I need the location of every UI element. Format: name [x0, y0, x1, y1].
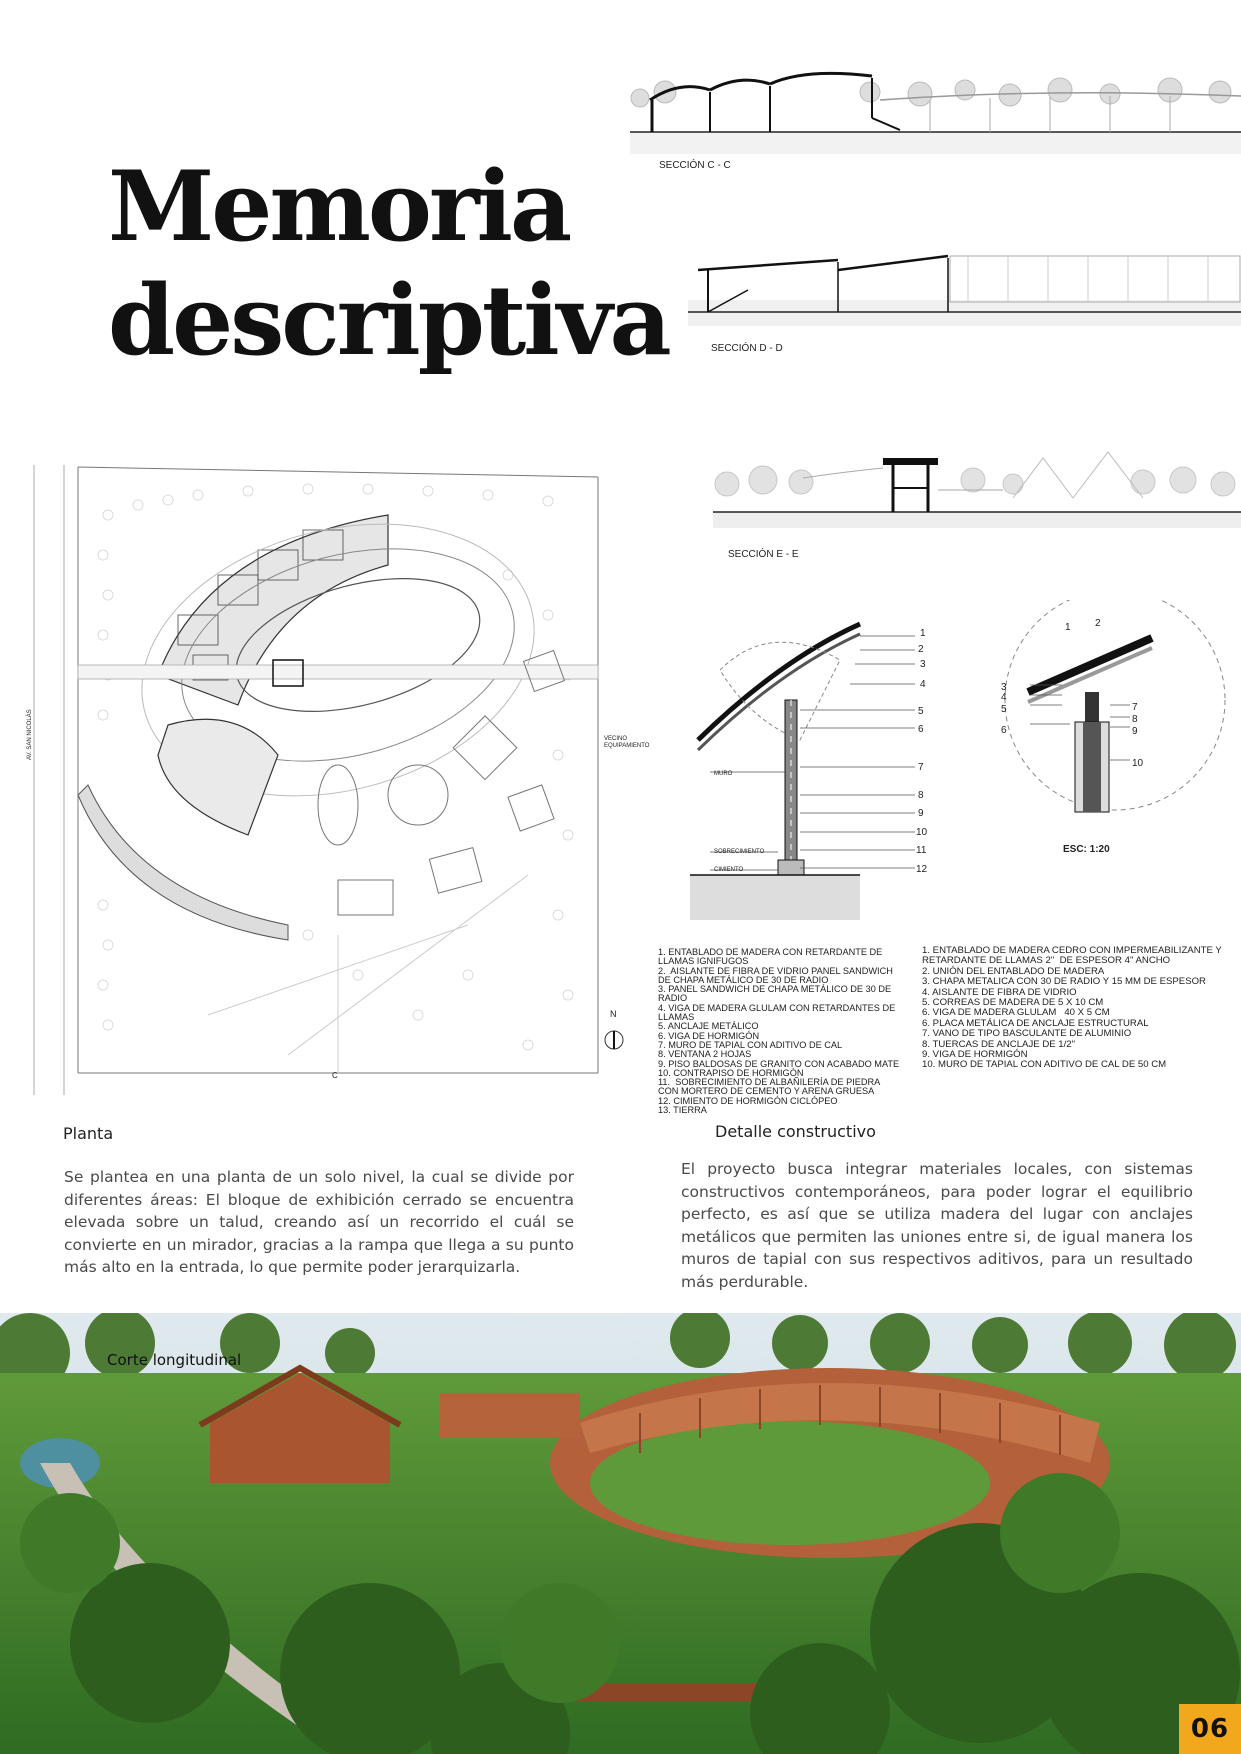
- detail-sobrecimiento-label: SOBRECIMIENTO: [714, 849, 765, 855]
- legend-item: 8. VENTANA 2 HOJAS: [658, 1049, 752, 1060]
- zoom-callout: 10: [1132, 758, 1144, 769]
- legend-item: 7. VANO DE TIPO BASCULANTE DE ALUMINIO: [922, 1028, 1132, 1040]
- legend-item: 6. PLACA METÁLICA DE ANCLAJE ESTRUCTURAL: [922, 1017, 1149, 1029]
- legend-item: 10. MURO DE TAPIAL CON ADITIVO DE CAL DE 50 CM: [922, 1059, 1167, 1071]
- legend-item: 1. ENTABLADO DE MADERA CON RETARDANTE DE LLAMAS IGNIFUGOS: [658, 947, 885, 967]
- legend-item: 2. UNIÓN DEL ENTABLADO DE MADERA: [922, 965, 1105, 977]
- detail-callout: 9: [918, 808, 924, 819]
- legend-item: 5. ANCLAJE METÁLICO: [658, 1021, 759, 1032]
- detalle-heading: Detalle constructivo: [715, 1122, 876, 1141]
- detail-callout: 7: [918, 762, 924, 773]
- render-caption: Corte longitudinal: [107, 1351, 242, 1369]
- legend-item: 3. PANEL SANDWICH DE CHAPA METÁLICO DE 30 DE RADIO: [658, 984, 894, 1004]
- zoom-callout: 1: [1065, 622, 1071, 633]
- zoom-callout: 4: [1001, 692, 1007, 703]
- detail-callout: 4: [920, 679, 926, 690]
- north-arrow-label: N: [610, 1009, 617, 1019]
- legend-item: 10. CONTRAPISO DE HORMIGÓN: [658, 1067, 804, 1078]
- detail-callout: 10: [916, 827, 928, 838]
- zoom-callout: 9: [1132, 726, 1138, 737]
- section-dd-label: SECCIÓN D - D: [711, 343, 783, 354]
- section-ee-drawing: [713, 438, 1241, 528]
- planta-heading: Planta: [63, 1124, 114, 1143]
- page-title: [108, 150, 668, 378]
- construction-detail-drawing: [690, 600, 1230, 920]
- page-number-badge: 06: [1179, 1704, 1241, 1754]
- legend-item: 8. TUERCAS DE ANCLAJE DE 1/2": [922, 1038, 1076, 1050]
- legend-item: 4. VIGA DE MADERA GLULAM CON RETARDANTES DE LLAMAS: [658, 1002, 898, 1023]
- legend-right: [922, 946, 1227, 1071]
- section-cc-label: SECCIÓN C - C: [659, 160, 731, 171]
- legend-item: 5. CORREAS DE MADERA DE 5 X 10 CM: [922, 997, 1104, 1009]
- legend-item: 12. CIMIENTO DE HORMIGÓN CICLÓPEO: [658, 1095, 838, 1106]
- site-plan-section-mark: C: [332, 1071, 338, 1080]
- legend-item: 2. AISLANTE DE FIBRA DE VIDRIO PANEL SANDWICH DE CHAPA METÁLICO DE 30 DE RADIO: [658, 965, 896, 985]
- section-ee-label: SECCIÓN E - E: [728, 549, 799, 560]
- zoom-callout: 6: [1001, 725, 1007, 736]
- aerial-render-image: [0, 1313, 1241, 1754]
- legend-item: 13. TIERRA: [658, 1105, 707, 1116]
- legend-item: 6. VIGA DE MADERA GLULAM 40 X 5 CM: [922, 1007, 1110, 1019]
- detail-callout: 12: [916, 864, 928, 875]
- detail-callout: 6: [918, 724, 924, 735]
- site-plan-neighbor-label: VECINO EQUIPAMIENTO: [604, 736, 650, 749]
- site-plan-drawing: [8, 455, 648, 1095]
- legend-left: [658, 948, 900, 1115]
- section-dd-drawing: [688, 250, 1241, 326]
- legend-item: 9. PISO BALDOSAS DE GRANITO CON ACABADO MATE: [658, 1058, 900, 1069]
- zoom-callout: 3: [1001, 682, 1007, 693]
- site-plan-street-label: AV. SAN NICOLÁS: [27, 709, 33, 760]
- legend-item: 4. AISLANTE DE FIBRA DE VIDRIO: [922, 986, 1077, 998]
- detail-callout: 5: [918, 706, 924, 717]
- detail-muro-label: MURO: [714, 771, 733, 777]
- title-line-2: descriptiva: [108, 264, 669, 377]
- detail-callout: 3: [920, 659, 926, 670]
- detail-scale-label: ESC: 1:20: [1063, 844, 1110, 855]
- zoom-callout: 5: [1001, 704, 1007, 715]
- legend-item: 6. VIGA DE HORMIGÓN: [658, 1030, 760, 1041]
- title-line-1: Memoria: [108, 150, 570, 263]
- legend-item: 1. ENTABLADO DE MADERA CEDRO CON IMPERMEABILIZANTE Y RETARDANTE DE LLAMAS 2" DE ESPESOR 4" ANCHO: [922, 945, 1225, 967]
- section-cc-drawing: [630, 70, 1241, 154]
- detail-callout: 8: [918, 790, 924, 801]
- zoom-callout: 8: [1132, 714, 1138, 725]
- detalle-description: El proyecto busca integrar materiales locales, con sistemas constructivos contemporáneos, para poder lograr el equilibrio perfecto, es así que se utiliza madera del lugar con anclajes metálicos que permiten las uniones entre si, de igual manera los muros de tapial con sus respectivos aditivos, para un resultado más perdurable.: [681, 1160, 1193, 1291]
- legend-item: 7. MURO DE TAPIAL CON ADITIVO DE CAL: [658, 1039, 843, 1050]
- planta-description: Se plantea en una planta de un solo nivel, la cual se divide por diferentes áreas: El bloque de exhibición cerrado se encuentra elevada sobre un talud, creando así un recorrido el cuál se convierte en un mirador, gracias a la rampa que llega a su punto más alto en la entrada, lo que permite poder jerarquizarla.: [64, 1168, 574, 1277]
- legend-item: 9. VIGA DE HORMIGÓN: [922, 1049, 1028, 1061]
- legend-item: 3. CHAPA METALICA CON 30 DE RADIO Y 15 MM DE ESPESOR: [922, 976, 1206, 988]
- detail-callout: 2: [918, 644, 924, 655]
- detail-callout: 11: [916, 845, 927, 856]
- zoom-callout: 7: [1132, 702, 1138, 713]
- detail-cimiento-label: CIMIENTO: [714, 867, 744, 873]
- legend-item: 11. SOBRECIMIENTO DE ALBAÑILERÍA DE PIEDRA CON MORTERO DE CEMENTO Y ARENA GRUESA: [658, 1077, 883, 1097]
- zoom-callout: 2: [1095, 618, 1101, 629]
- detail-callout: 1: [920, 628, 926, 639]
